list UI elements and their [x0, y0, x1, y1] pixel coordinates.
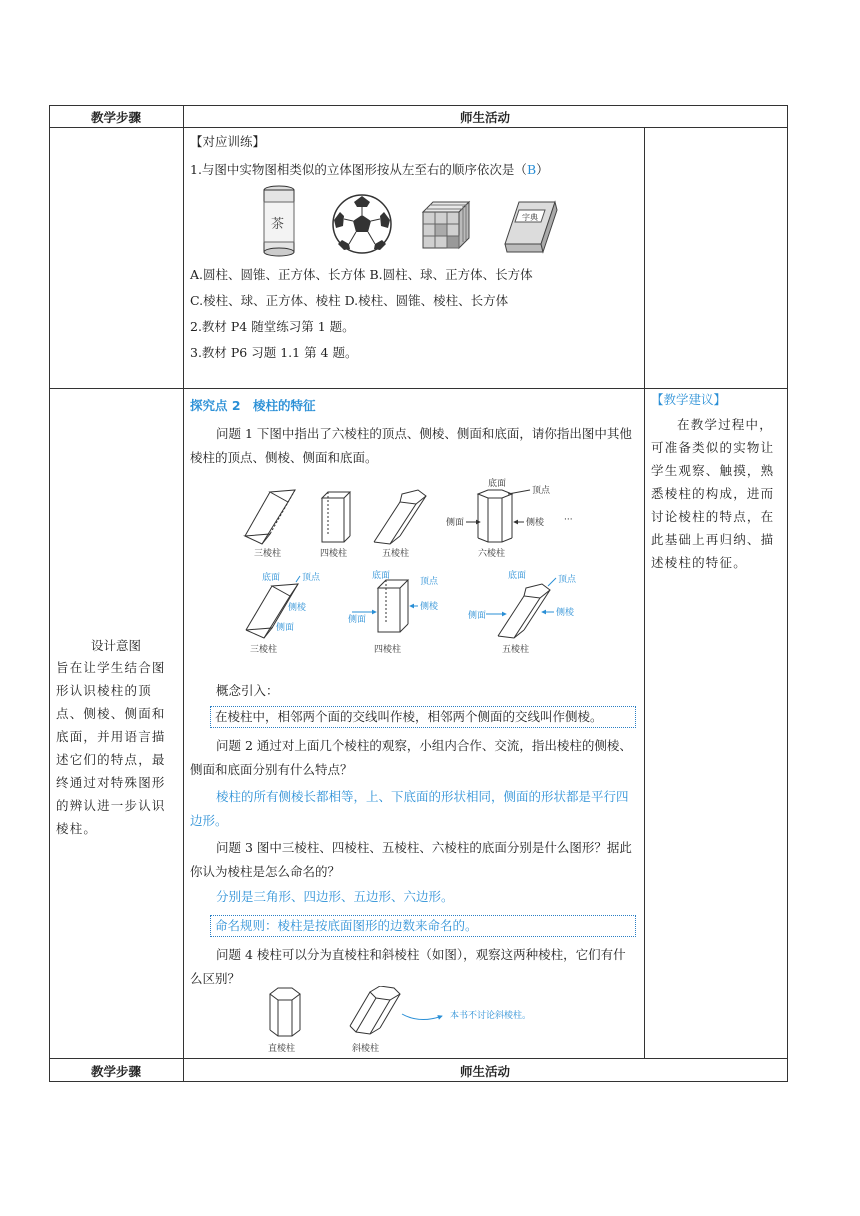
question-4: 问题 4 棱柱可以分为直棱柱和斜棱柱（如图），观察这两种棱柱，它们有什么区别？ — [190, 947, 626, 986]
question-1 — [190, 161, 549, 179]
label-hex-side-edge: 侧棱 — [526, 518, 545, 528]
objects-illustration — [255, 184, 575, 262]
header-teaching-steps: 教学步骤 — [90, 110, 141, 125]
concept-intro: 概念引入： — [216, 683, 279, 698]
options-line-1: A.圆柱、圆锥、正方体、长方体 B.圆柱、球、正方体、长方体 — [190, 267, 533, 282]
table-bottom-border — [49, 1081, 788, 1082]
label-quad-side-face: 侧面 — [348, 615, 367, 625]
label-hex-vertex: 顶点 — [532, 486, 551, 496]
question-1-close: ） — [536, 162, 549, 177]
label-pent-side-face: 侧面 — [468, 611, 487, 621]
soccer-ball-image — [333, 195, 391, 253]
label-quad-base: 底面 — [372, 571, 391, 581]
quadrilateral-prism-shape — [322, 492, 350, 542]
question-2: 问题 2 通过对上面几个棱柱的观察，小组内合作、交流，指出棱柱的侧棱、侧面和底面分别有什么特点？ — [190, 738, 632, 777]
label-tri-side-edge: 侧棱 — [288, 603, 307, 613]
answer-2: 棱柱的所有侧棱长都相等，上、下底面的形状相同，侧面的形状都是平行四边形。 — [190, 789, 629, 828]
quadrilateral-prism-labeled — [378, 580, 408, 632]
tea-can-image — [264, 186, 294, 256]
pentagonal-prism-labeled — [498, 584, 550, 638]
label-hex-base: 底面 — [488, 479, 507, 489]
dictionary-title: 字典 — [522, 213, 538, 222]
options-line-2: C.棱柱、球、正方体、棱柱 D.棱柱、圆锥、棱柱、长方体 — [190, 293, 509, 308]
inquiry-heading: 探究点 2 棱柱的特征 — [190, 398, 316, 413]
table-top-border — [49, 105, 788, 106]
label-oblique-prism: 斜棱柱 — [352, 1044, 380, 1054]
right-oblique-prisms-figure — [260, 986, 600, 1056]
design-intent-title: 设计意图 — [90, 638, 141, 653]
hexagonal-prism-shape — [478, 490, 512, 542]
footer-activities: 师生活动 — [459, 1064, 510, 1079]
label-tri-name: 三棱柱 — [250, 645, 278, 655]
header-activities: 师生活动 — [459, 110, 510, 125]
label-pentagonal-prism: 五棱柱 — [382, 549, 410, 559]
label-pent-name: 五棱柱 — [502, 645, 530, 655]
cube-puzzle-image — [423, 202, 469, 248]
footer-teaching-steps: 教学步骤 — [90, 1064, 141, 1079]
question-1-answer: B — [526, 162, 537, 177]
teaching-suggestion-text: 在教学过程中，可准备类似的实物让学生观察、触摸，熟悉棱柱的构成，进而讨论棱柱的特点，在此基础上再归纳、描述棱柱的特征。 — [651, 417, 775, 570]
section-title: 【对应训练】 — [190, 134, 266, 149]
triangular-prism-shape — [245, 490, 295, 544]
prisms-figure — [240, 472, 600, 660]
label-quad-name: 四棱柱 — [374, 645, 402, 655]
question-1-text: 1.与图中实物图相类似的立体图形按从左至右的顺序依次是（ — [190, 162, 527, 177]
table-right-border — [787, 105, 788, 1082]
label-quad-side-edge: 侧棱 — [420, 602, 439, 612]
label-tri-side-face: 侧面 — [276, 623, 295, 633]
label-pent-side-edge: 侧棱 — [556, 608, 575, 618]
label-pent-vertex: 顶点 — [558, 575, 577, 585]
question-3: 问题 3 图中三棱柱、四棱柱、五棱柱、六棱柱的底面分别是什么图形？据此你认为棱柱是怎么命名的？ — [190, 840, 632, 879]
label-dots: ··· — [564, 515, 573, 525]
design-intent-text: 旨在让学生结合图形认识棱柱的顶点、侧棱、侧面和底面，并用语言描述它们的特点，最终通过对特殊图形的辨认进一步认识棱柱。 — [56, 660, 166, 836]
table-column-divider — [183, 105, 184, 1082]
answer-3: 分别是三角形、四边形、五边形、六边形。 — [216, 889, 454, 904]
table-row-divider — [49, 388, 788, 389]
exercise-item-3: 3.教材 P6 习题 1.1 第 4 题。 — [190, 345, 358, 360]
label-quad-vertex: 顶点 — [420, 577, 439, 587]
label-triangular-prism: 三棱柱 — [254, 549, 282, 559]
dictionary-image — [505, 202, 557, 252]
table-column-divider — [644, 127, 645, 1058]
label-right-prism: 直棱柱 — [268, 1044, 296, 1054]
label-pent-base: 底面 — [508, 571, 527, 581]
label-hex-side-face: 侧面 — [446, 518, 465, 528]
table-left-border — [49, 105, 50, 1082]
label-tri-vertex: 顶点 — [302, 573, 321, 583]
label-quadrilateral-prism: 四棱柱 — [320, 549, 348, 559]
table-row-divider — [49, 1058, 788, 1059]
table-header-divider — [49, 127, 788, 128]
concept-box-text: 在棱柱中，相邻两个面的交线叫作棱，相邻两个侧面的交线叫作侧棱。 — [215, 709, 603, 724]
label-hexagonal-prism: 六棱柱 — [478, 549, 506, 559]
pentagonal-prism-shape — [374, 490, 426, 544]
label-tri-base: 底面 — [262, 573, 281, 583]
teaching-suggestion-title: 【教学建议】 — [651, 392, 727, 407]
note-oblique: 本书不讨论斜棱柱。 — [450, 1011, 532, 1021]
oblique-prism-shape — [350, 986, 400, 1034]
tea-can-char: 茶 — [271, 217, 285, 232]
right-prism-shape — [270, 988, 300, 1036]
exercise-item-2: 2.教材 P4 随堂练习第 1 题。 — [190, 319, 355, 334]
naming-rule-text: 命名规则：棱柱是按底面图形的边数来命名的。 — [215, 918, 478, 933]
question-1-prism: 问题 1 下图中指出了六棱柱的顶点、侧棱、侧面和底面，请你指出图中其他棱柱的顶点、侧棱、侧面和底面。 — [190, 426, 632, 465]
